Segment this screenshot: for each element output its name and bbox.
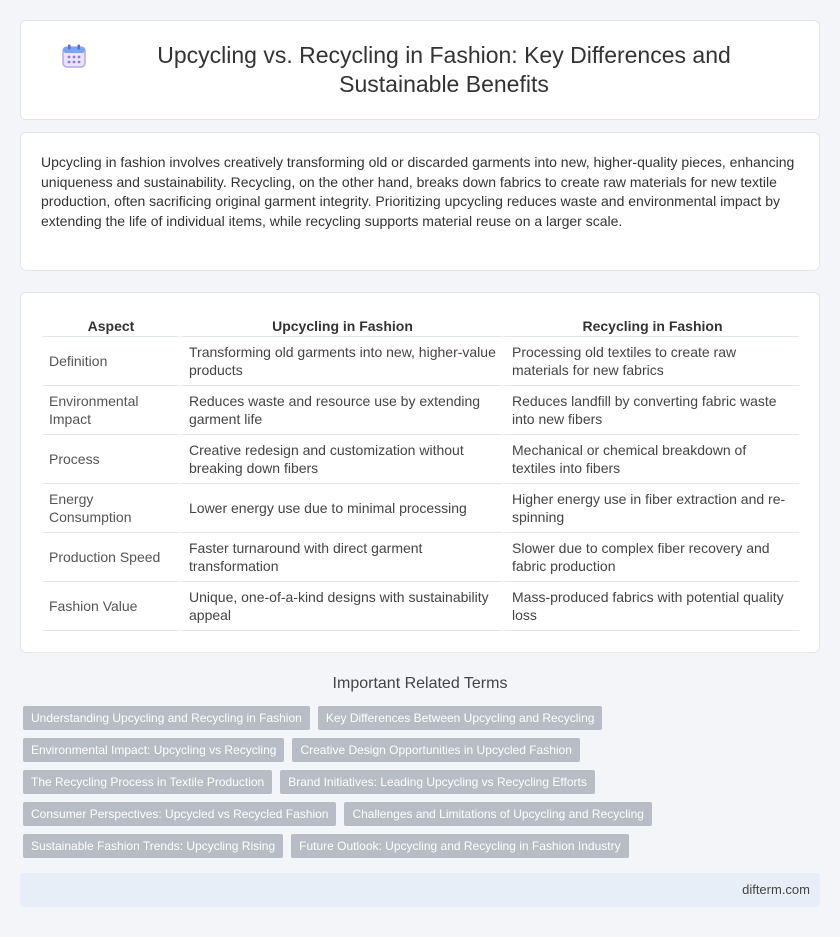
column-header-recycling: Recycling in Fashion [502,315,799,337]
aspect-cell: Production Speed [43,533,179,582]
upcycling-cell: Unique, one-of-a-kind designs with sustainability appeal [179,582,502,631]
column-header-upcycling: Upcycling in Fashion [179,315,502,337]
upcycling-cell: Creative redesign and customization without breaking down fibers [179,435,502,484]
recycling-cell: Mass-produced fabrics with potential quality loss [502,582,799,631]
table-row [43,386,799,435]
page-title: Upcycling vs. Recycling in Fashion: Key Differences and Sustainable Benefits [157,42,731,97]
related-term-tag[interactable]: Understanding Upcycling and Recycling in Fashion [23,706,310,730]
related-term-tag[interactable]: Brand Initiatives: Leading Upcycling vs Recycling Efforts [280,770,595,794]
footer [20,873,820,907]
recycling-cell: Processing old textiles to create raw materials for new fabrics [502,337,799,386]
table-row [43,435,799,484]
table-row [43,337,799,386]
comparison-table-card [20,292,820,653]
tag-row [23,738,823,762]
related-term-tag[interactable]: Future Outlook: Upcycling and Recycling in Fashion Industry [291,834,629,858]
table-row [43,533,799,582]
table-header-row [43,315,799,337]
table-row [43,484,799,533]
upcycling-cell: Faster turnaround with direct garment transformation [179,533,502,582]
related-term-tag[interactable]: Environmental Impact: Upcycling vs Recycling [23,738,284,762]
related-terms-list [23,706,823,866]
tag-row [23,802,823,826]
related-term-tag[interactable]: Creative Design Opportunities in Upcycled Fashion [292,738,579,762]
intro-card [20,132,820,271]
recycling-cell: Reduces landfill by converting fabric waste into new fibers [502,386,799,435]
aspect-cell: Process [43,435,179,484]
aspect-cell: Energy Consumption [43,484,179,533]
recycling-cell: Slower due to complex fiber recovery and fabric production [502,533,799,582]
intro-paragraph: Upcycling in fashion involves creatively transforming old or discarded garments into new, higher-quality pieces, enhancing uniqueness and sustainability. Recycling, on the other hand, breaks down fabrics to create raw materials for new textile production, often sacrificing original garment integrity. Prioritizing upcycling reduces waste and environmental impact by extending the life of individual items, while recycling supports material reuse on a larger scale. [41,154,795,229]
table-row [43,582,799,631]
footer-site-link[interactable]: difterm.com [742,882,810,897]
related-term-tag[interactable]: Consumer Perspectives: Upcycled vs Recycled Fashion [23,802,336,826]
related-term-tag[interactable]: The Recycling Process in Textile Production [23,770,272,794]
title-wrap [21,41,819,99]
aspect-cell: Definition [43,337,179,386]
related-term-tag[interactable]: Challenges and Limitations of Upcycling and Recycling [344,802,652,826]
recycling-cell: Higher energy use in fiber extraction and re-spinning [502,484,799,533]
related-term-tag[interactable]: Key Differences Between Upcycling and Recycling [318,706,603,730]
aspect-cell: Fashion Value [43,582,179,631]
tag-row [23,834,823,858]
upcycling-cell: Reduces waste and resource use by extending garment life [179,386,502,435]
upcycling-cell: Transforming old garments into new, higher-value products [179,337,502,386]
tag-row [23,770,823,794]
related-term-tag[interactable]: Sustainable Fashion Trends: Upcycling Rising [23,834,283,858]
column-header-aspect: Aspect [43,315,179,337]
title-card [20,20,820,120]
recycling-cell: Mechanical or chemical breakdown of textiles into fibers [502,435,799,484]
aspect-cell: Environmental Impact [43,386,179,435]
upcycling-cell: Lower energy use due to minimal processing [179,484,502,533]
comparison-table [43,315,799,631]
calendar-icon [61,43,87,69]
related-terms-heading: Important Related Terms [332,675,508,692]
tag-row [23,706,823,730]
